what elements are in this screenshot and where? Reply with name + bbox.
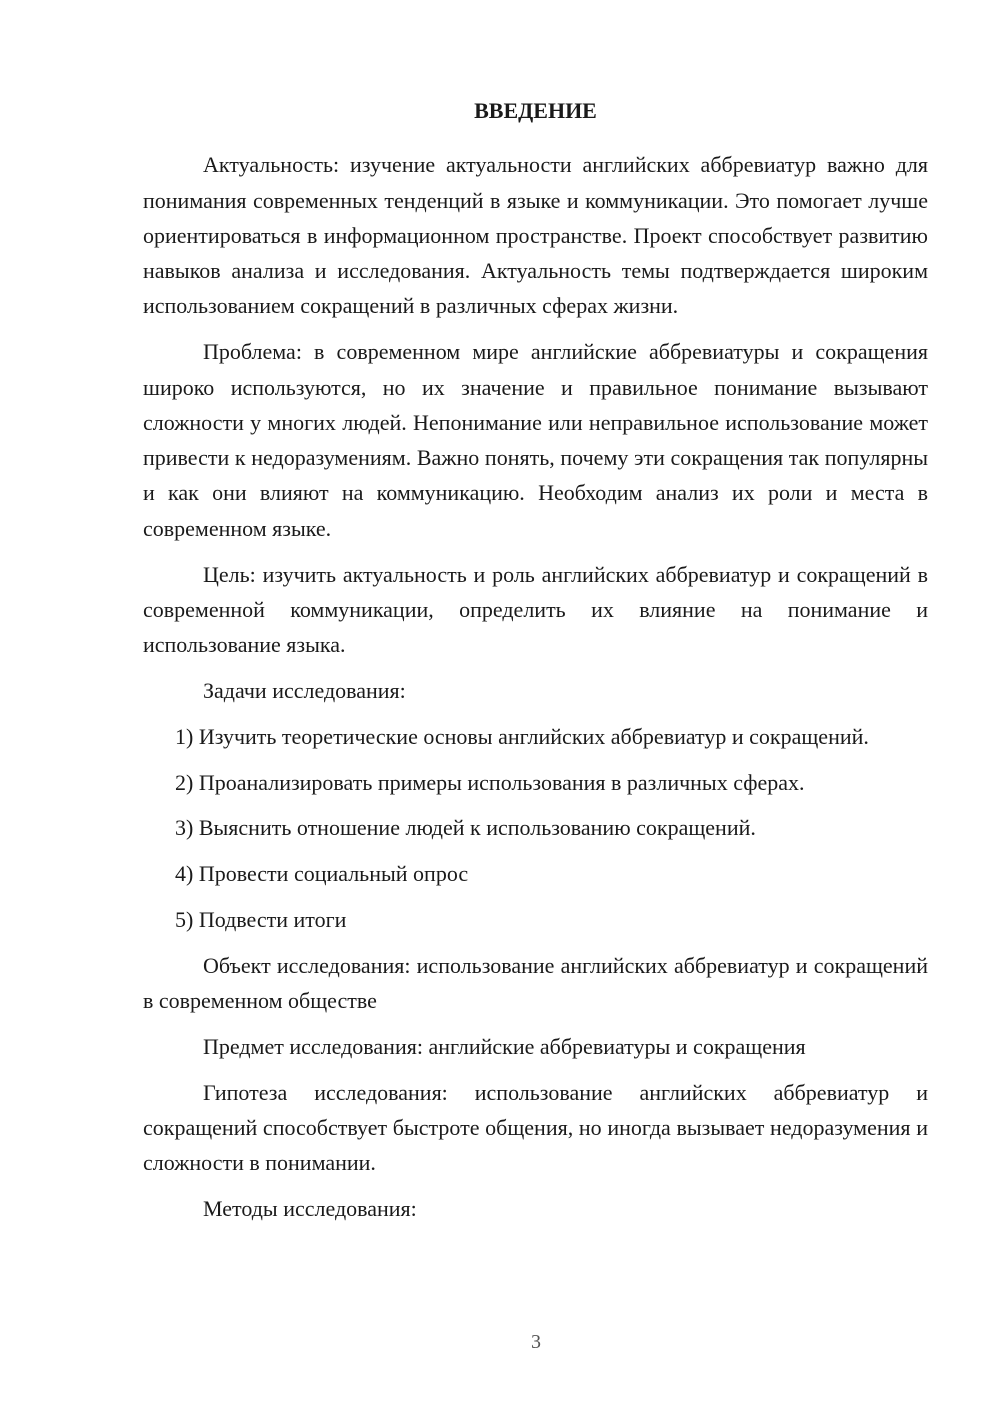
methods-title: Методы исследования:	[203, 1196, 417, 1222]
list-item: 3) Выяснить отношение людей к использованию сокращений.	[175, 815, 756, 841]
hypothesis-paragraph: Гипотеза исследования: использование английских аббревиатур и сокращений способствует быстроте общения, но иногда вызывает недоразумения и сложности в понимании.	[143, 1079, 928, 1176]
relevance-paragraph: Актуальность: изучение актуальности английских аббревиатур важно для понимания современных тенденций в языке и коммуникации. Это помогает лучше ориентироваться в информационном пространстве. Проект способствует развитию навыков анализа и исследования. Актуальность темы подтверждается широким использованием сокращений в различных сферах жизни.	[143, 152, 928, 319]
tasks-list	[143, 719, 928, 937]
problem-paragraph: Проблема: в современном мире английские аббревиатуры и сокращения широко используются, но их значение и правильное понимание вызывают сложности у многих людей. Непонимание или неправильное использование может привести к недоразумениям. Важно понять, почему эти сокращения так популярны и как они влияют на коммуникацию. Необходим анализ их роли и места в современном языке.	[143, 339, 928, 541]
list-item: 5) Подвести итоги	[175, 906, 347, 932]
list-item: 1) Изучить теоретические основы английских аббревиатур и сокращений.	[175, 723, 869, 749]
list-item: 4) Провести социальный опрос	[175, 861, 469, 887]
page-number: 3	[531, 1331, 541, 1353]
object-paragraph: Объект исследования: использование английских аббревиатур и сокращений в современном обществе	[143, 952, 928, 1014]
page-body	[143, 93, 928, 1237]
tasks-title: Задачи исследования:	[203, 677, 406, 703]
list-item: 2) Проанализировать примеры использования в различных сферах.	[175, 769, 805, 795]
subject-paragraph: Предмет исследования: английские аббревиатуры и сокращения	[203, 1033, 806, 1059]
goal-paragraph: Цель: изучить актуальность и роль английских аббревиатур и сокращений в современной коммуникации, определить их влияние на понимание и использование языка.	[143, 561, 928, 658]
page-title: ВВЕДЕНИЕ	[474, 98, 597, 123]
